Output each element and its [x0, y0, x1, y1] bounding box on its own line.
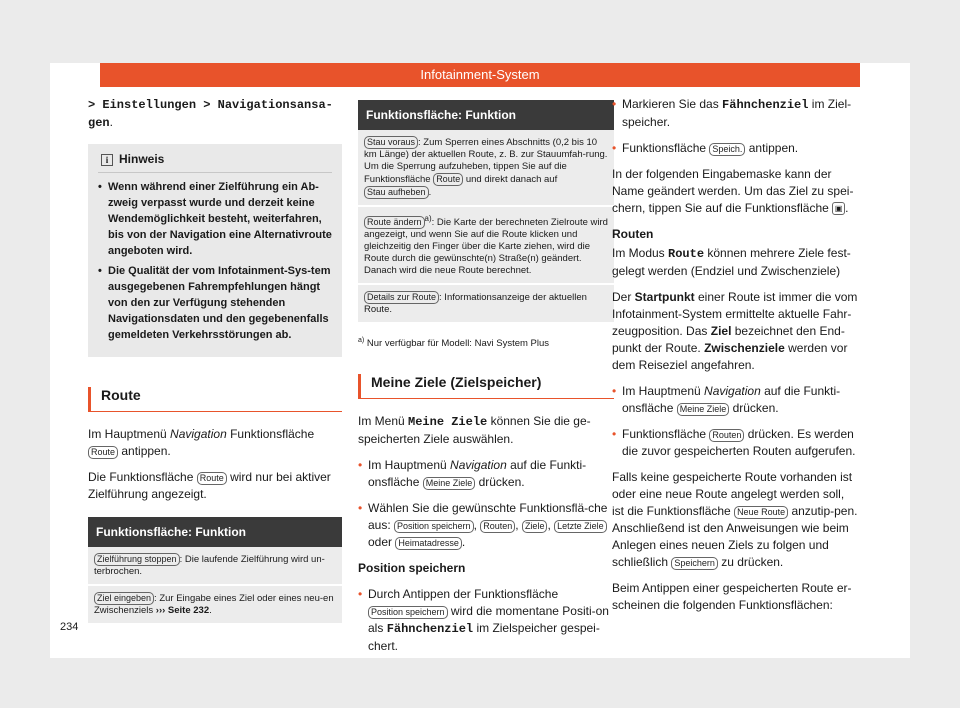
text: bezeichnet den End-punkt der Route.: [612, 324, 845, 355]
text: .: [209, 605, 212, 616]
navigation-term: Navigation: [704, 384, 761, 398]
text: : Informationsanzeige der aktuellen Route.: [364, 292, 587, 316]
text: Durch Antippen der Funktionsfläche: [368, 587, 559, 602]
column-1: [88, 96, 342, 625]
text: Wählen Sie die gewünschte Funktionsflä-che aus:: [368, 501, 608, 533]
navigation-term: Navigation: [170, 427, 227, 441]
flag-destination-term: Fähnchenziel: [722, 98, 809, 112]
save-position-button[interactable]: Position speichern: [368, 606, 448, 619]
routes-button[interactable]: Routen: [480, 520, 515, 533]
table-row: [88, 586, 342, 625]
hint-box: [88, 144, 342, 357]
route-button[interactable]: Route: [433, 173, 463, 186]
subheading: Routen: [612, 227, 654, 241]
text: können Sie die ge-speicherten Ziele auswählen.: [358, 414, 591, 447]
text: Funktionsfläche: [622, 427, 710, 441]
text: : Die laufende Zielführung wird un-terbrochen.: [94, 554, 325, 577]
paragraph: [612, 166, 858, 217]
column-2: [358, 100, 614, 664]
save-short-button[interactable]: Speich.: [709, 143, 745, 156]
text: werden vor dem Reiseziel angefahren.: [612, 341, 848, 372]
new-route-button[interactable]: Neue Route: [734, 506, 788, 519]
bullet-item: [612, 96, 858, 131]
text: Im Menü: [358, 414, 409, 429]
text: und direkt danach auf: [463, 174, 558, 185]
text: antippen.: [745, 141, 799, 155]
text: wird nur bei aktiver Zielführung angezeigt.: [88, 470, 331, 501]
text: einer Route ist immer die vom Infotainment-System ermittelte aktuelle Fahr-zeugposition. Das: [612, 290, 858, 338]
separator: ,: [473, 518, 481, 533]
routes-button[interactable]: Routen: [709, 429, 744, 442]
text: Im Hauptmenü: [88, 427, 171, 441]
text: : Zur Eingabe eines Ziel oder eines neu-en Zwischenziels: [94, 593, 334, 616]
column-3: [612, 96, 858, 623]
route-button[interactable]: Route: [197, 472, 227, 485]
menu-path-period: .: [109, 115, 113, 129]
text: Falls keine gespeicherte Route vorhanden ist oder eine neue Route angelegt werden soll, ist die Funktionsfläche: [612, 470, 853, 518]
text: drücken. Es werden die zuvor gespeicherten Routen aufgerufen.: [622, 427, 856, 458]
text: Funktionsfläche: [226, 427, 315, 441]
paragraph: [88, 426, 342, 460]
term-startpoint: Startpunkt: [634, 290, 695, 304]
paragraph: Beim Antippen einer gespeicherten Route er-scheinen die folgenden Funktionsflächen:: [612, 581, 852, 612]
term-destination: Ziel: [710, 324, 732, 338]
text: Im Hauptmenü: [622, 384, 705, 398]
info-icon: i: [101, 154, 113, 166]
text: drücken.: [729, 401, 779, 415]
text: Der: [612, 290, 635, 304]
subheading: Position speichern: [358, 561, 466, 576]
separator: ,: [547, 518, 555, 533]
text: Funktionsfläche: [622, 141, 710, 155]
paragraph: [612, 245, 858, 280]
bullet-item: [612, 383, 858, 417]
save-position-button[interactable]: Position speichern: [394, 520, 474, 533]
section-title-my-destinations: Meine Ziele (Zielspeicher): [358, 374, 614, 399]
paragraph: [358, 413, 614, 448]
text: auf die Funkti-onsfläche: [368, 458, 587, 490]
bullet-item: [612, 140, 858, 157]
save-button[interactable]: Speichern: [671, 557, 718, 570]
flag-destination-term: Fähnchenziel: [386, 622, 474, 637]
text: oder: [368, 535, 396, 550]
text: .: [461, 535, 466, 550]
menu-path: [88, 96, 342, 132]
hint-item: • Wenn während einer Zielführung ein Ab-zweig verpasst wurde und derzeit keine Wendemöglichkeit besteht, weiterfahren, bis von der Navigation eine Alternativroute angeboten wird.: [98, 179, 332, 259]
route-details-button[interactable]: Details zur Route: [364, 291, 439, 304]
text: .: [428, 187, 432, 198]
text: auf die Funkti-onsfläche: [622, 384, 841, 415]
my-destinations-button[interactable]: Meine Ziele: [423, 477, 476, 490]
recent-destinations-button[interactable]: Letzte Ziele: [554, 520, 607, 533]
text: im Zielspeicher gespei-chert.: [368, 621, 600, 654]
hint-title: Hinweis: [119, 152, 165, 166]
text: im Ziel-speicher.: [622, 97, 852, 129]
separator: ,: [515, 518, 522, 533]
text: drücken.: [475, 475, 525, 490]
page-header: Infotainment-System: [100, 63, 860, 87]
text: Markieren Sie das: [622, 97, 723, 111]
function-table-header: Funktionsfläche: Funktion: [358, 100, 614, 130]
home-address-button[interactable]: Heimatadresse: [395, 537, 462, 550]
paragraph: [612, 289, 858, 374]
menu-term: Meine Ziele: [408, 415, 488, 430]
mode-term: Route: [668, 247, 705, 261]
footnote-text: Nur verfügbar für Modell: Navi System Plus: [366, 338, 550, 350]
text: Im Modus: [612, 246, 669, 260]
hint-header: [98, 152, 332, 173]
footnote-ref: a): [424, 214, 432, 223]
footnote-mark: a): [358, 337, 365, 345]
navigation-term: Navigation: [450, 458, 507, 473]
text: Im Hauptmenü: [368, 458, 451, 473]
footnote: [358, 332, 614, 352]
paragraph: [88, 469, 342, 503]
menu-path-end: gen: [88, 116, 110, 130]
bullet-item: [358, 586, 614, 655]
my-destinations-button[interactable]: Meine Ziele: [677, 403, 730, 416]
term-waypoints: Zwischenziele: [704, 341, 785, 355]
traffic-jam-ahead-button[interactable]: Stau voraus: [364, 136, 418, 149]
table-row: [358, 130, 614, 207]
text: Die Funktionsfläche: [88, 470, 197, 484]
bullet-item: [358, 457, 614, 491]
destinations-button[interactable]: Ziele: [522, 520, 548, 533]
text: In der folgenden Eingabemaske kann der Name geändert werden. Um das Ziel zu spei-chern, tippen Sie auf die Funktionsfläche: [612, 167, 854, 215]
menu-path-text: > Einstellungen > Navigationsansa-: [88, 98, 333, 112]
route-button[interactable]: Route: [88, 446, 118, 459]
bullet-item: [612, 426, 858, 460]
text: zu drücken.: [717, 555, 784, 569]
function-table-header: Funktionsfläche: Funktion: [88, 517, 342, 547]
text: anzutip-pen. Anschließend ist den Anweisungen wie beim Anlegen eines neuen Ziels zu folgen und schließlich: [612, 504, 858, 569]
text: : Zum Sperren eines Abschnitts (0,2 bis 10 km Länge) der aktuellen Route, z. B. zur Stauumfah-rung. Um die Sperrung aufzuheben, tippen Sie auf die Funktionsfläche: [364, 137, 608, 185]
table-row: [88, 547, 342, 586]
stop-guidance-button[interactable]: Zielführung stoppen: [94, 553, 180, 566]
clear-jam-button[interactable]: Stau aufheben: [364, 186, 429, 199]
text: .: [845, 201, 849, 215]
enter-destination-button[interactable]: Ziel eingeben: [94, 592, 154, 605]
text: wird die momentane Positi-on als: [368, 604, 609, 636]
hint-item: • Die Qualität der vom Infotainment-Sys-tem ausgegebenen Fahrempfehlungen hängt von den zur Verfügung stehenden Navigationsdaten und den gegebenenfalls gemeldeten Verkehrsstörungen ab.: [98, 263, 332, 343]
text: können mehrere Ziele fest-gelegt werden (Endziel und Zwischenziele): [612, 246, 851, 278]
page-reference[interactable]: ››› Seite 232: [155, 605, 210, 616]
text: : Die Karte der berechneten Zielroute wird angezeigt, und wenn Sie auf die Route klicken und gleichzeitig den Finger über die Karte ziehen, wird die Route durch die gewünschte(n) Straße(n) geändert. Danach wird die neue Route berechnet.: [364, 217, 608, 277]
paragraph: [612, 469, 858, 571]
table-row: [358, 285, 614, 324]
table-row: [358, 207, 614, 285]
text: antippen.: [118, 444, 171, 458]
section-title-route: Route: [88, 387, 342, 412]
save-disk-icon[interactable]: ▣: [832, 202, 845, 215]
change-route-button[interactable]: Route ändern: [364, 216, 425, 229]
bullet-item: [358, 500, 614, 551]
page-number: 234: [60, 621, 79, 633]
